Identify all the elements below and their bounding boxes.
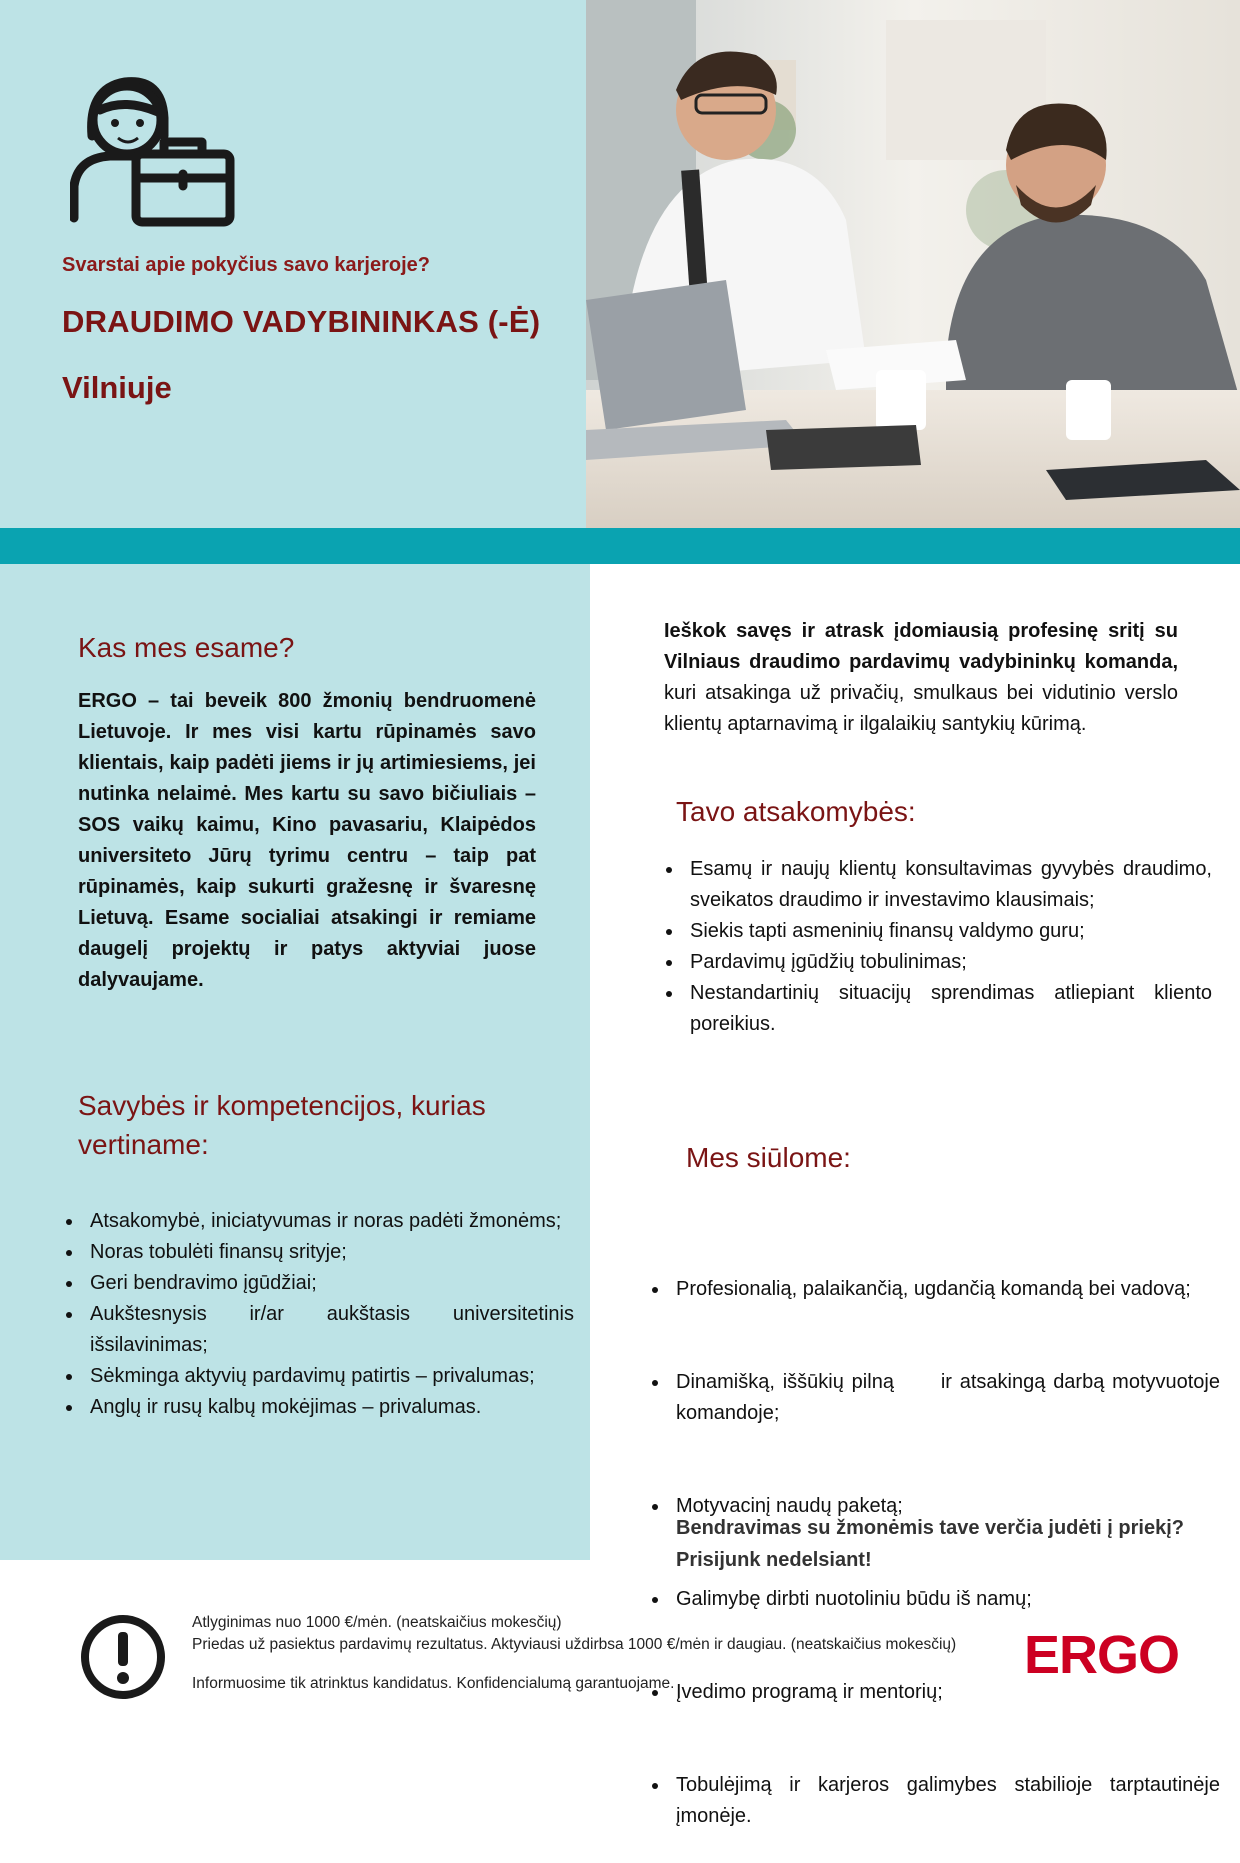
exclamation-circle-icon	[80, 1614, 166, 1700]
closing-call-to-action: Bendravimas su žmonėmis tave verčia judėti į priekį? Prisijunk nedelsiant!	[676, 1517, 1184, 1571]
bonus-text: Priedas už pasiektus pardavimų rezultatus. Aktyviausi uždirbsa 1000 €/mėn ir daugiau. (neatskaičius mokesčių)	[192, 1635, 957, 1653]
list-item: • Profesionalią, palaikančią, ugdančią komandą bei vadovą;	[670, 1274, 1220, 1305]
qualities-heading: Savybės ir kompetencijos, kurias vertiname:	[78, 1090, 486, 1161]
list-item: • Atsakomybė, iniciatyvumas ir noras padėti žmonėms;	[84, 1206, 574, 1237]
qualities-list	[50, 1206, 574, 1423]
list-item: • Noras tobulėti finansų srityje;	[84, 1237, 574, 1268]
ergo-logo: ERGO	[1024, 1625, 1180, 1685]
intro-rest: kuri atsakinga už privačių, smulkaus bei vidutinio verslo klientų aptarnavimą ir ilgalaikių santykių kūrimą.	[664, 682, 1178, 735]
list-item: • Esamų ir naujų klientų konsultavimas gyvybės draudimo, sveikatos draudimo ir investavimo klausimais;	[684, 854, 1212, 916]
intro-bold: Ieškok savęs ir atrask įdomiausią profesinę sritį su Vilniaus draudimo pardavimų vadybininkų komanda,	[664, 620, 1178, 673]
list-item: • Siekis tapti asmeninių finansų valdymo guru;	[684, 916, 1212, 947]
list-item: • Sėkminga aktyvių pardavimų patirtis – privalumas;	[84, 1361, 574, 1392]
list-item: • Pardavimų įgūdžių tobulinimas;	[684, 947, 1212, 978]
job-title: DRAUDIMO VADYBININKAS (-Ė)	[62, 304, 541, 339]
about-heading: Kas mes esame?	[78, 632, 295, 663]
person-briefcase-icon	[70, 68, 240, 228]
list-item: • Tobulėjimą ir karjeros galimybes stabilioje tarptautinėje įmonėje.	[670, 1770, 1220, 1832]
responsibilities-heading: Tavo atsakomybės:	[676, 796, 916, 827]
list-item: • Įvedimo programą ir mentorių;	[670, 1677, 1220, 1708]
office-photo-illustration	[586, 0, 1240, 528]
intro-paragraph	[664, 616, 1178, 740]
hero-photo	[586, 0, 1240, 528]
offer-heading: Mes siūlome:	[686, 1142, 851, 1173]
salary-text: Atlyginimas nuo 1000 €/mėn. (neatskaičius mokesčių)	[192, 1614, 562, 1631]
list-item: • Nestandartinių situacijų sprendimas atliepiant kliento poreikius.	[684, 978, 1212, 1040]
header-kicker: Svarstai apie pokyčius savo karjeroje?	[62, 254, 430, 276]
responsibilities-list	[650, 854, 1212, 1040]
job-location: Vilniuje	[62, 370, 172, 405]
list-item: • Galimybę dirbti nuotoliniu būdu iš namų;	[670, 1584, 1220, 1615]
list-item: • Dinamišką, iššūkių pilną ir atsakingą darbą motyvuotoje komandoje;	[670, 1367, 1220, 1429]
list-item: • Motyvacinį naudų paketą;	[670, 1491, 1220, 1522]
teal-divider-band	[0, 528, 1240, 564]
list-item: • Geri bendravimo įgūdžiai;	[84, 1268, 574, 1299]
list-item: • Anglų ir rusų kalbų mokėjimas – privalumas.	[84, 1392, 574, 1423]
about-text: ERGO – tai beveik 800 žmonių bendruomenė Lietuvoje. Ir mes visi kartu rūpinamės savo klientais, kaip padėti jiems ir jų artimiesiems, jei nutinka nelaimė. Mes kartu su savo bičiuliais – SOS vaikų kaimu, Kino pavasariu, Klaipėdos universiteto Jūrų tyrimu centru – taip pat rūpinamės, kaip sukurti gražesnę ir švaresnę Lietuvą. Esame socialiai atsakingi ir remiame daugelį projektų ir patys aktyviai juose dalyvaujame.	[78, 690, 536, 991]
confidentiality-note: Informuosime tik atrinktus kandidatus. Konfidencialumą garantuojame.	[192, 1675, 675, 1693]
footer-info	[192, 1612, 972, 1695]
list-item: • Aukštesnysis ir/ar aukštasis universitetinis išsilavinimas;	[84, 1299, 574, 1361]
